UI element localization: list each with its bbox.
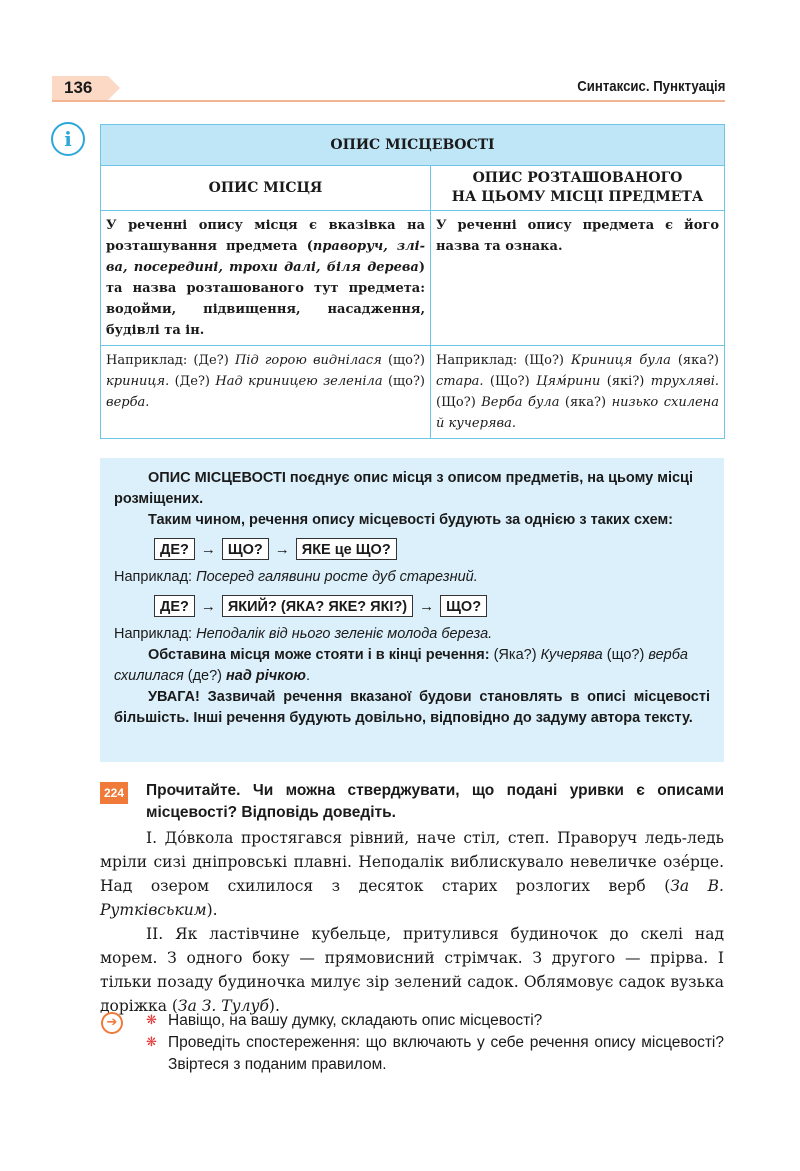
text: Наприклад: bbox=[114, 569, 197, 585]
schema-2 bbox=[154, 593, 710, 619]
text: (Що?) bbox=[436, 395, 482, 410]
column-header-object-line2: НА ЦЬОМУ МІСЦІ ПРЕДМЕТА bbox=[451, 189, 704, 205]
italic-text: криниця. bbox=[106, 374, 170, 389]
question-text: Навіщо, на вашу думку, складають опис місцевості? bbox=[168, 1012, 543, 1029]
italic-text: Криниця була bbox=[570, 353, 671, 368]
italic-text: Під горою виднілася bbox=[234, 353, 382, 368]
text: (Що?) bbox=[483, 374, 537, 389]
text: (Де?) bbox=[169, 374, 216, 389]
italic-text: трухляві. bbox=[650, 374, 719, 389]
asterisk-bullet-icon: ❋ bbox=[146, 1013, 157, 1028]
text: (що?) bbox=[381, 353, 425, 368]
bold-term: ОПИС МІСЦЕВОСТІ bbox=[148, 470, 286, 486]
italic-text: стара. bbox=[436, 374, 484, 389]
text: (що?) bbox=[602, 647, 649, 663]
description-table bbox=[100, 124, 725, 439]
text: (яка?) bbox=[670, 353, 720, 368]
text: ІІ. Як ластівчине кубельце, притулився будиночок до скелі над морем. З одного боку — прямовисний стрімчак. З другого — прірва. І тільки позаду будиночка милує зір зелений садок. Облямовує садок вузька доріжка ( bbox=[100, 925, 724, 1015]
text: (де?) bbox=[183, 668, 227, 684]
italic-text: низько схилена й кучерява. bbox=[436, 395, 719, 431]
arrow-right-icon: → bbox=[200, 540, 216, 558]
text: ). bbox=[206, 901, 218, 919]
text: Наприклад: bbox=[114, 626, 197, 642]
bold-text: Обставина місця може стояти і в кінці речення: bbox=[148, 647, 490, 663]
schema-box: ДЕ? bbox=[154, 538, 195, 560]
italic-text: праворуч, зліва, посередині, трохи далі, біля дерева bbox=[106, 239, 425, 275]
italic-text: верба схилилася bbox=[114, 647, 688, 684]
schema-1-example bbox=[114, 567, 710, 588]
source-citation: За В. Рутківським bbox=[100, 877, 724, 919]
text: У реченні опису місця є вказівка на розташування предмета ( bbox=[106, 218, 425, 254]
column-header-place: ОПИС МІСЦЯ bbox=[101, 166, 431, 211]
theory-paragraph-3 bbox=[114, 645, 710, 687]
theory-paragraph-1 bbox=[114, 468, 710, 510]
schema-box: ЩО? bbox=[222, 538, 269, 560]
arrow-right-icon: → bbox=[274, 540, 290, 558]
text: Наприклад: (Де?) bbox=[106, 353, 235, 368]
object-example bbox=[431, 346, 725, 439]
place-rule bbox=[101, 211, 431, 346]
arrow-right-circle-icon: ➔ bbox=[101, 1012, 123, 1034]
object-rule: У реченні опису предмета є його назва та ознака. bbox=[431, 211, 725, 346]
italic-text: Неподалік від нього зеленіє молода береза. bbox=[196, 626, 493, 642]
column-header-object-line1: ОПИС РОЗТАШОВАНОГО bbox=[472, 170, 683, 186]
place-example bbox=[101, 346, 431, 439]
text: . bbox=[305, 668, 310, 684]
source-citation: За З. Тулуб bbox=[177, 997, 269, 1015]
excerpt-1 bbox=[100, 826, 724, 922]
question-item bbox=[146, 1032, 724, 1076]
schema-1 bbox=[154, 536, 710, 562]
text: ) та назва розташованого тут предмета: водойми, підвищення, насадження, будівлі та ін. bbox=[106, 260, 425, 338]
italic-text: Верба була bbox=[481, 395, 560, 410]
column-header-object bbox=[431, 166, 725, 211]
italic-text: Кучерява bbox=[540, 647, 603, 663]
exercise-task: Прочитайте. Чи можна стверджувати, що подані уривки є описами місцевості? Відповідь доведіть. bbox=[146, 782, 724, 821]
text: (Яка?) bbox=[489, 647, 541, 663]
schema-2-example bbox=[114, 624, 710, 645]
excerpt-2 bbox=[100, 922, 724, 1018]
text: ). bbox=[268, 997, 280, 1015]
table-title: ОПИС МІСЦЕВОСТІ bbox=[101, 125, 725, 166]
question-text: Проведіть спостереження: що включають у себе речення опису місцевості? Звіртеся з поданим правилом. bbox=[168, 1034, 724, 1073]
theory-paragraph-4: УВАГА! Зазвичай речення вказаної будови становлять в описі місцевості більшість. Інші речення будують довільно, відповідно до задуму автора тексту. bbox=[114, 689, 710, 726]
exercise-text bbox=[100, 826, 724, 1018]
text: Наприклад: (Що?) bbox=[436, 353, 571, 368]
schema-box: ЯКЕ це ЩО? bbox=[296, 538, 397, 560]
arrow-right-icon: → bbox=[419, 597, 435, 615]
text: І. До́вкола простягався рівний, наче стіл, степ. Праворуч ледь-ледь мріли сизі дніпровські плавні. Неподалік виблискувало невеличке озе́рце. Над озером схилилося з десяток старих розлогих верб ( bbox=[100, 829, 724, 895]
italic-text: Посеред галявини росте дуб старезний. bbox=[196, 569, 478, 585]
italic-text: верба. bbox=[106, 395, 150, 410]
theory-box bbox=[100, 458, 724, 762]
info-icon: i bbox=[51, 122, 85, 156]
schema-box: ДЕ? bbox=[154, 595, 195, 617]
text: (що?) bbox=[382, 374, 425, 389]
text: (які?) bbox=[600, 374, 651, 389]
italic-text: Над криницею зеленіла bbox=[215, 374, 383, 389]
italic-text: Цям́рини bbox=[536, 374, 601, 389]
theory-paragraph-2: Таким чином, речення опису місцевості будують за однією з таких схем: bbox=[148, 512, 674, 528]
header-rule bbox=[52, 100, 725, 102]
section-title: Синтаксис. Пунктуація bbox=[576, 78, 725, 95]
arrow-right-icon: → bbox=[200, 597, 216, 615]
text: (яка?) bbox=[559, 395, 612, 410]
schema-box: ЩО? bbox=[440, 595, 487, 617]
schema-box: ЯКИЙ? (ЯКА? ЯКЕ? ЯКІ?) bbox=[222, 595, 413, 617]
asterisk-bullet-icon: ❋ bbox=[146, 1035, 157, 1050]
questions-list bbox=[146, 1010, 724, 1076]
question-item bbox=[146, 1010, 724, 1032]
bold-italic-text: над річкою bbox=[226, 668, 306, 684]
text: поєднує опис місця з описом предметів, на цьому місці розміщених. bbox=[114, 470, 693, 507]
exercise-number: 224 bbox=[100, 782, 128, 804]
page-number: 136 bbox=[52, 76, 108, 100]
